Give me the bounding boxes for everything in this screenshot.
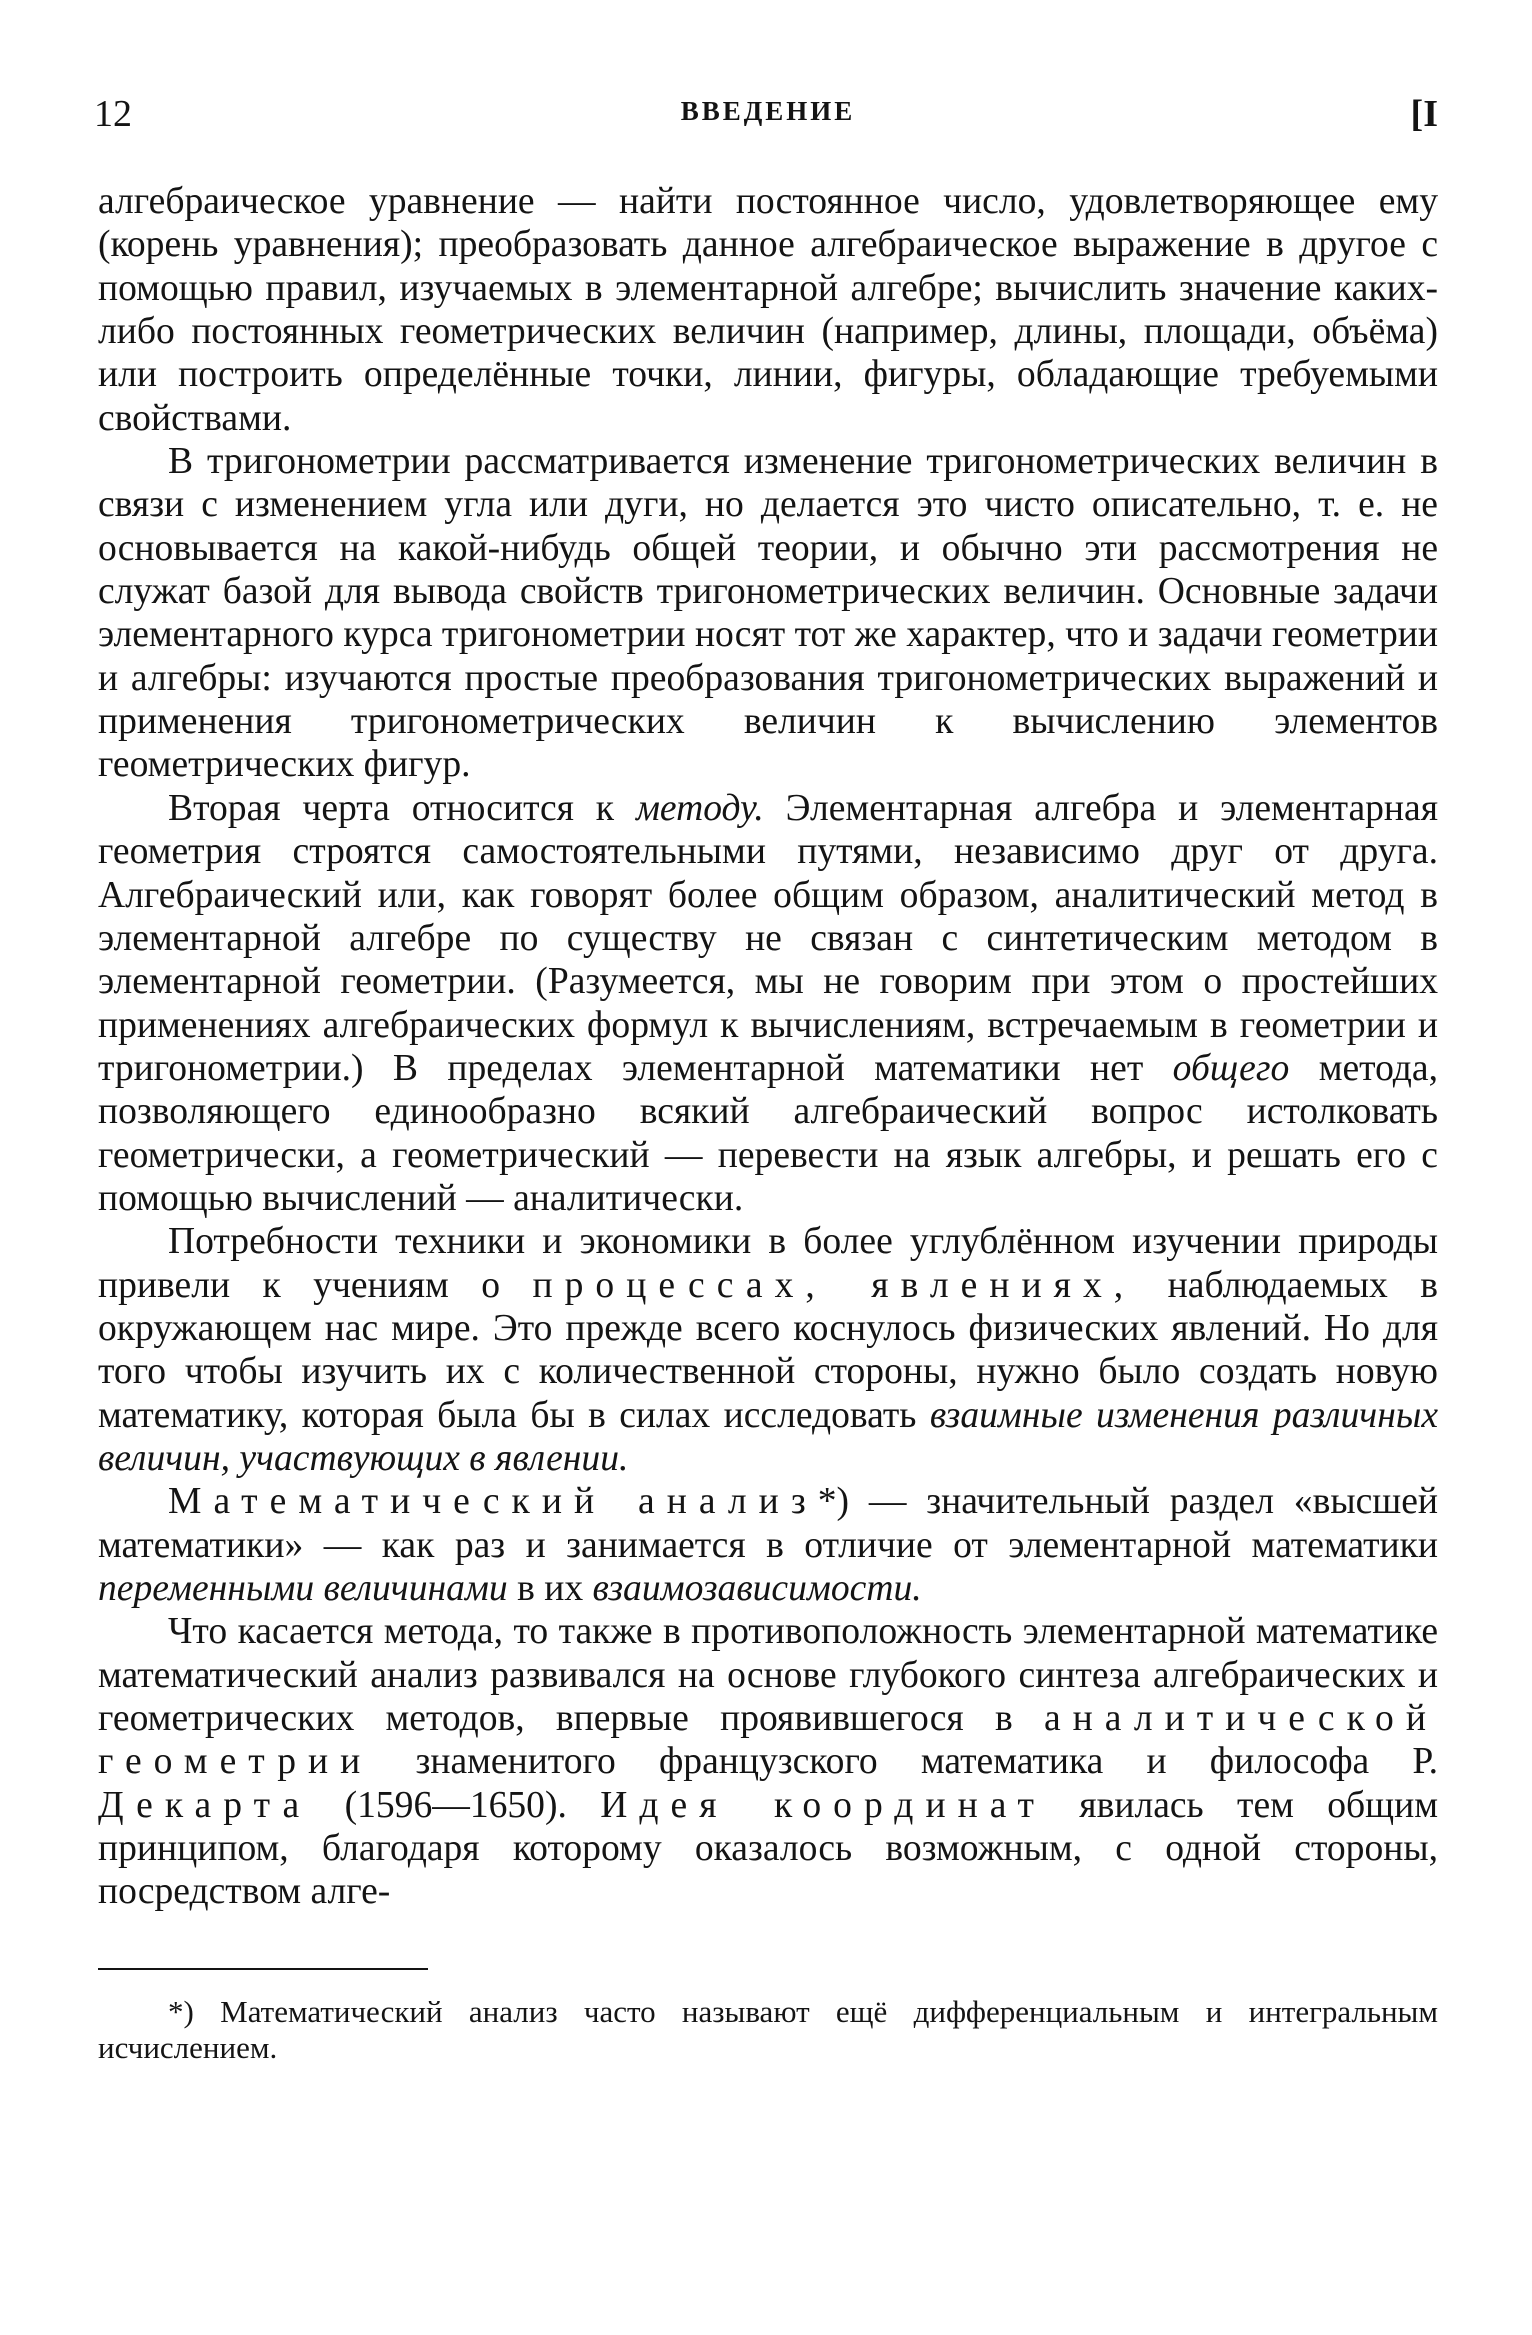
running-head bbox=[94, 78, 1438, 150]
text-run: метода, позволяющего единообразно всякий алгебраический вопрос истолковать геометрически, а геометрический — перевести на язык алгебры, и решать его с помощью вычислений — аналитически. bbox=[98, 1047, 1439, 1219]
text-run: явилась тем общим принципом, благодаря которому оказалось возможным, с одной стороны, посредством алге- bbox=[98, 1784, 1438, 1913]
paragraph-3 bbox=[98, 787, 1438, 1220]
paragraph-4 bbox=[98, 1220, 1438, 1480]
text-run: Вторая черта относится к bbox=[168, 787, 636, 829]
text-run: Потребности техники и экономики в более углублённом изучении природы привели к учениям о bbox=[98, 1221, 1438, 1306]
paragraph-2: В тригонометрии рассматривается изменение тригонометрических величин в связи с изменением угла или дуги, но делается это чисто описательно, т. е. не основывается на какой-нибудь общей теории, и обычно эти рассмотрения не служат базой для вывода свойств тригонометрических величин. Основные задачи элементарного курса тригонометрии носят тот же характер, что и задачи геометрии и алгебры: изучаются простые преобразования тригонометрических выражений и применения тригонометрических величин к вычислению элементов геометрических фигур. bbox=[98, 441, 1438, 786]
emphasis-variables: переменными величинами bbox=[98, 1568, 508, 1609]
body-text bbox=[98, 180, 1438, 1914]
footnote: *) Математический анализ часто называют ещё дифференциальным и интегральным исчислением. bbox=[98, 1993, 1438, 2065]
text-run: Элементарная алгебра и элементарная геометрия строятся самостоятельными путями, независимо друг от друга. Алгебраический или, как говорят более общим образом, аналитический метод в элементарной алгебре по существу не связан с синтетическим методом в элементарной геометрии. (Разумеется, мы не говорим при этом о простейших применениях алгебраических формул к вычислениям, встречаемым в геометрии и тригонометрии.) В пределах элементарной математики нет bbox=[98, 787, 1438, 1089]
text-run: знаменитого французского математика и философа Р. bbox=[372, 1741, 1438, 1783]
emphasis-mutual-changes: взаимные изменения различных величин, участвующих в явлении. bbox=[98, 1394, 1439, 1479]
section-mark: [I bbox=[1410, 93, 1438, 135]
text-run: Что касается метода, то также в противоположность элементарной математике математический анализ развивался на основе глубокого синтеза алгебраических и геометрических методов, впервые проявившегося в bbox=[98, 1611, 1438, 1740]
page-number: 12 bbox=[94, 93, 132, 135]
spaced-math-analysis: Математический анализ bbox=[168, 1481, 818, 1523]
spaced-descartes: Декарта bbox=[98, 1784, 312, 1826]
spaced-coordinates-idea: Идея координат bbox=[600, 1784, 1046, 1826]
chapter-title: ВВЕДЕНИЕ bbox=[680, 96, 856, 126]
text-run: *) — значительный раздел «высшей математики» — как раз и занимается в отличие от элементарной математики bbox=[98, 1481, 1438, 1566]
footnote-divider bbox=[98, 1968, 428, 1970]
spaced-processes: процессах, явлениях, bbox=[532, 1264, 1136, 1306]
paragraph-6 bbox=[98, 1610, 1438, 1913]
book-page bbox=[94, 78, 1439, 2097]
text-run: в их bbox=[507, 1568, 593, 1609]
emphasis-interdependence: взаимозависимости. bbox=[592, 1568, 922, 1609]
emphasis-general: общего bbox=[1172, 1047, 1290, 1089]
text-run: (1596—1650). bbox=[311, 1784, 601, 1826]
emphasis-method: методу. bbox=[635, 787, 764, 829]
spaced-analytic-geometry: аналитической геометрии bbox=[98, 1698, 1438, 1783]
paragraph-5 bbox=[98, 1480, 1438, 1610]
text-run: наблюдаемых в окружающем нас мире. Это прежде всего коснулось физических явлений. Но для того чтобы изучить их с количественной стороны, нужно было создать новую математику, которая была бы в силах исследовать bbox=[98, 1264, 1439, 1436]
paragraph-1: алгебраическое уравнение — найти постоянное число, удовлетворяющее ему (корень уравнения); преобразовать данное алгебраическое выражение в другое с помощью правил, изучаемых в элементарной алгебре; вычислить значение каких-либо постоянных геометрических величин (например, длины, площади, объёма) или построить определённые точки, линии, фигуры, обладающие требуемыми свойствами. bbox=[98, 181, 1438, 439]
